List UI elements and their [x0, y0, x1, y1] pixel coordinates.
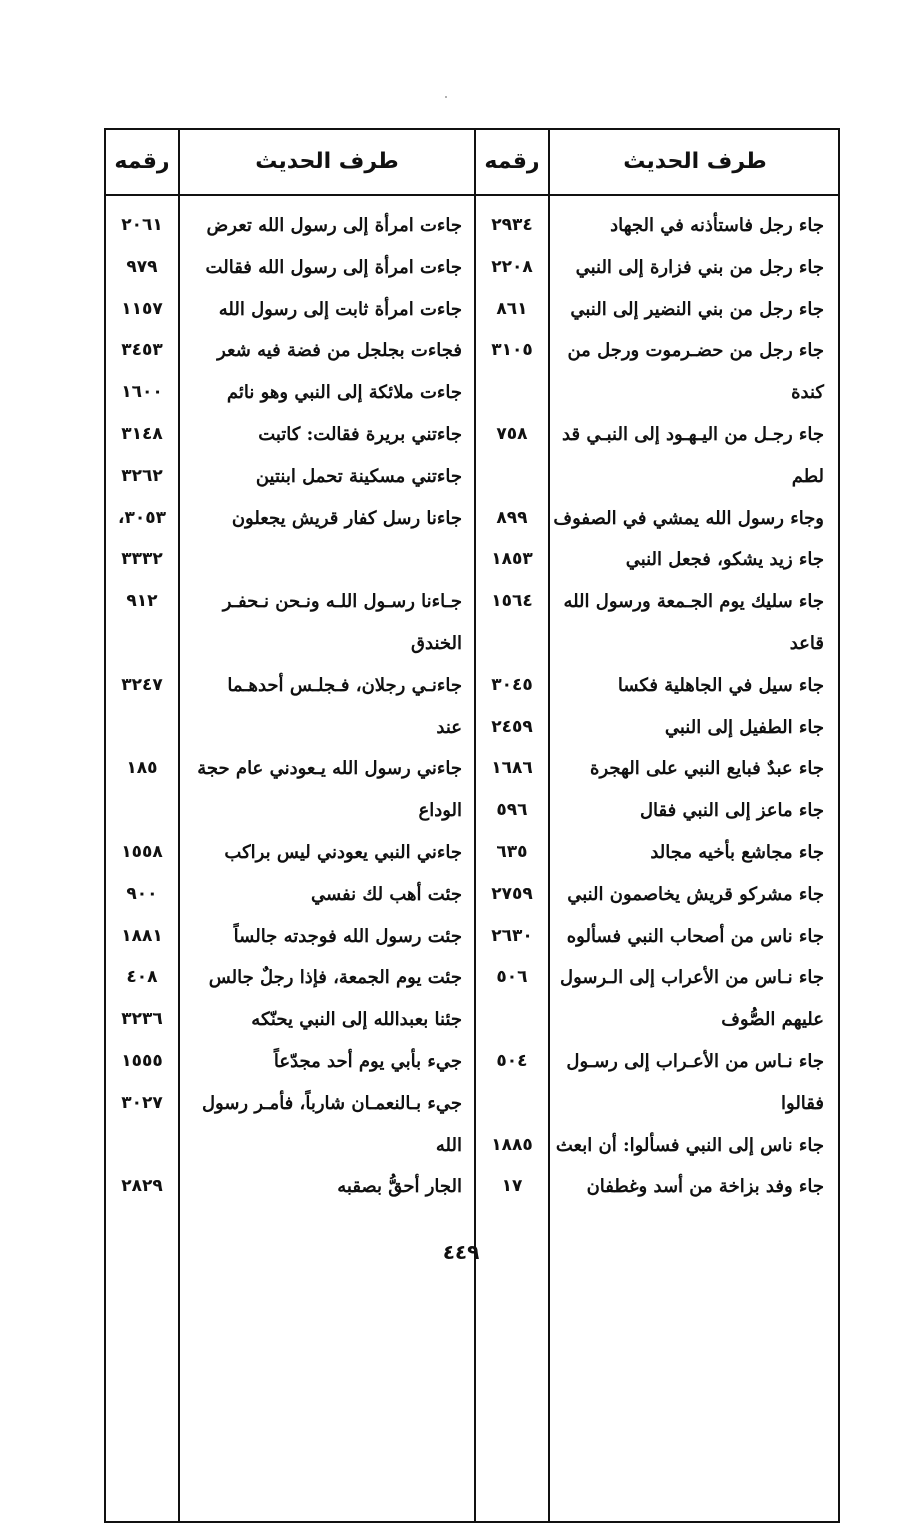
hadith-number: ٢٠٦١ — [121, 215, 163, 235]
hadith-number: ١٥٦٤ — [491, 591, 533, 612]
hadith-number — [476, 623, 548, 665]
hadith-number: ٩٠٠ — [126, 883, 158, 904]
hadith-entry: كندة — [791, 382, 824, 404]
header-divider — [104, 194, 840, 196]
hadith-number: ٢٩٣٤ — [491, 215, 533, 235]
hadith-entry: فجاءت بجلجل من فضة فيه شعر — [217, 340, 462, 362]
hadith-number: ٣٠٥٣، — [118, 507, 166, 528]
hadith-number: ٩١٢ — [126, 591, 158, 612]
hadith-entry: جاءت امرأة إلى رسول الله فقالت — [205, 256, 462, 278]
hadith-entry: جاء مجاشع بأخيه مجالد — [650, 841, 824, 863]
hadith-entry: جاء رجـل من اليـهـود إلى النبـي قد — [562, 423, 824, 445]
right-hadith-column — [550, 205, 834, 1208]
hadith-entry: جاءتني بريرة فقالت: كاتبت — [258, 423, 462, 445]
hadith-entry: جاء سليك يوم الجـمعة ورسول الله — [563, 591, 824, 613]
hadith-number: ١٨٥٣ — [491, 549, 533, 570]
hadith-entry: جاء رجل من حضـرموت ورجل من — [567, 340, 824, 362]
hadith-entry: عليهم الصُّوف — [721, 1009, 824, 1031]
hadith-number: ١١٥٧ — [121, 298, 163, 319]
header-number-right: رقمه — [484, 149, 540, 174]
hadith-number: ١٨٨١ — [121, 925, 163, 946]
left-hadith-column — [180, 205, 472, 1208]
header-hadith-right: طرف الحديث — [623, 149, 767, 174]
hadith-number: ٣١٤٨ — [121, 423, 163, 444]
hadith-entry: جاء رجل من بني فزارة إلى النبي — [575, 256, 824, 278]
hadith-entry: جاءتني مسكينة تحمل ابنتين — [255, 465, 462, 487]
hadith-number: ٥٠٤ — [496, 1050, 528, 1071]
hadith-entry: جـاءنا رسـول اللـه ونـحن نـحفـر — [222, 591, 462, 613]
hadith-number — [106, 623, 178, 665]
hadith-entry: جئنا بعبدالله إلى النبي يحنّكه — [251, 1009, 462, 1031]
hadith-number: ١٨٥ — [126, 758, 158, 779]
hadith-number: ٢٢٠٨ — [491, 256, 533, 277]
hadith-entry: الله — [435, 1134, 462, 1156]
hadith-number: ٣٠٤٥ — [491, 674, 533, 695]
hadith-entry: جاء ناس من أصحاب النبي فسألوه — [566, 925, 824, 947]
hadith-entry — [180, 539, 472, 581]
hadith-number: ٦٣٥ — [496, 841, 528, 862]
hadith-number: ١٦٠٠ — [121, 382, 163, 403]
hadith-number: ٧٥٨ — [496, 423, 528, 444]
hadith-number: ٢٤٥٩ — [491, 716, 533, 737]
hadith-number: ٣٤٥٣ — [121, 340, 163, 361]
hadith-entry: جئت أهب لك نفسي — [310, 883, 462, 905]
hadith-entry: وجاء رسول الله يمشي في الصفوف — [553, 507, 824, 529]
scan-speck — [445, 96, 447, 98]
left-number-column — [106, 205, 178, 1208]
hadith-number — [106, 707, 178, 749]
hadith-entry: جاءت ملائكة إلى النبي وهو نائم — [226, 382, 462, 404]
hadith-number: ٢٨٢٩ — [121, 1176, 163, 1197]
hadith-entry: جاءنـي رجلان، فـجلـس أحدهـما — [227, 674, 462, 696]
hadith-number: ٥٠٦ — [496, 967, 528, 988]
hadith-number: ١٨٨٥ — [491, 1134, 533, 1155]
hadith-entry: جاء رجل فاستأذنه في الجهاد — [610, 215, 824, 236]
page-number: ٤٤٩ — [442, 1240, 480, 1264]
hadith-entry: جاء رجل من بني النضير إلى النبي — [570, 298, 824, 320]
hadith-entry: الوداع — [418, 800, 462, 822]
hadith-entry: قاعد — [789, 632, 824, 654]
hadith-entry: فقالوا — [781, 1092, 824, 1114]
hadith-number: ٣٢٦٢ — [121, 465, 163, 486]
hadith-number: ٨٦١ — [496, 298, 528, 319]
hadith-entry: جاء سيل في الجاهلية فكسا — [617, 674, 824, 696]
hadith-entry: جاء الطفيل إلى النبي — [664, 716, 824, 738]
hadith-entry: الجار أحقُّ بصقبه — [337, 1176, 462, 1198]
hadith-entry: جاء وفد بزاخة من أسد وغطفان — [586, 1176, 824, 1198]
hadith-number: ١٥٥٨ — [121, 841, 163, 862]
hadith-entry: عند — [436, 716, 462, 738]
right-number-column — [476, 205, 548, 1208]
hadith-entry: جيء بأبي يوم أحد مجدّعاً — [273, 1050, 462, 1072]
hadith-entry: جاءني النبي يعودني ليس براكب — [224, 841, 462, 863]
hadith-number: ١٦٨٦ — [491, 758, 533, 779]
hadith-number — [106, 790, 178, 832]
hadith-number: ٩٧٩ — [126, 256, 158, 277]
hadith-entry: جاء ناس إلى النبي فسألوا: أن ابعث — [555, 1134, 824, 1156]
hadith-entry: جاء ماعز إلى النبي فقال — [639, 800, 824, 822]
hadith-number: ٣٠٢٧ — [121, 1092, 163, 1113]
hadith-entry: جاءني رسول الله يـعودني عام حجة — [197, 758, 462, 780]
hadith-entry: جاء نـاس من الأعـراب إلى رسـول — [566, 1050, 824, 1072]
hadith-entry: جاءنا رسل كفار قريش يجعلون — [231, 507, 462, 529]
hadith-entry: جاء زيد يشكو، فجعل النبي — [625, 549, 824, 571]
hadith-number: ١٧ — [501, 1176, 523, 1197]
hadith-number: ٥٩٦ — [496, 800, 528, 821]
hadith-number: ٢٦٣٠ — [491, 925, 533, 946]
header-hadith-left: طرف الحديث — [255, 149, 399, 174]
hadith-entry: جاءت امرأة إلى رسول الله تعرض — [206, 215, 462, 236]
hadith-entry: جيء بـالنعمـان شارباً، فأمـر رسول — [201, 1092, 462, 1114]
hadith-entry: لطم — [791, 465, 824, 487]
hadith-number: ٤٠٨ — [126, 967, 158, 988]
hadith-number: ٨٩٩ — [496, 507, 528, 528]
hadith-number: ٣٣٣٢ — [121, 549, 163, 570]
hadith-number — [476, 1083, 548, 1125]
hadith-entry: جاءت امرأة ثابت إلى رسول الله — [218, 298, 462, 320]
hadith-entry: جاء عبدٌ فبايع النبي على الهجرة — [590, 758, 824, 780]
hadith-entry: جاء مشركو قريش يخاصمون النبي — [567, 883, 824, 905]
hadith-entry: جاء نـاس من الأعراب إلى الـرسول — [559, 967, 824, 989]
hadith-number — [476, 999, 548, 1041]
hadith-number: ٣٢٣٦ — [121, 1009, 163, 1030]
hadith-entry: جئت رسول الله فوجدته جالساً — [233, 925, 462, 947]
hadith-number — [476, 456, 548, 498]
hadith-number — [106, 1125, 178, 1167]
hadith-number: ٢٧٥٩ — [491, 883, 533, 904]
hadith-entry: جئت يوم الجمعة، فإذا رجلٌ جالس — [208, 967, 462, 989]
hadith-number: ٣١٠٥ — [491, 340, 533, 361]
header-number-left: رقمه — [114, 149, 170, 174]
hadith-number: ١٥٥٥ — [121, 1050, 163, 1071]
hadith-number — [476, 372, 548, 414]
hadith-number: ٣٢٤٧ — [121, 674, 163, 695]
hadith-entry: الخندق — [411, 632, 462, 654]
